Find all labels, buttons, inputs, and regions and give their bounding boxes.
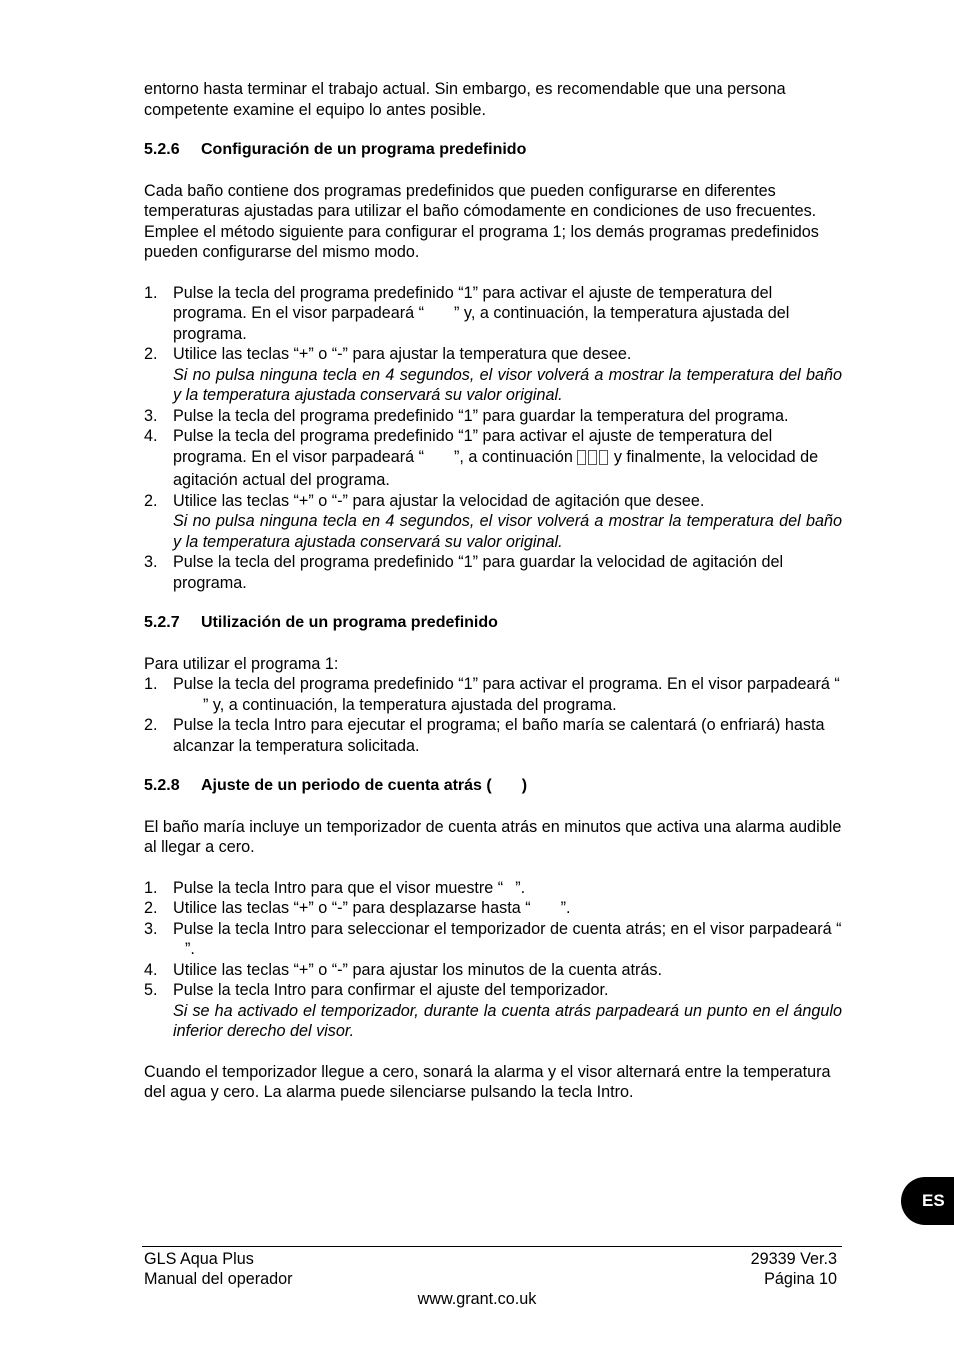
closing-paragraph: Cuando el temporizador llegue a cero, sonará la alarma y el visor alternará entre la temperatura del agua y cero. La alarma puede silenciarse pulsando la tecla Intro. [144, 1062, 831, 1101]
list-item: 1. Pulse la tecla del programa predefinido “1” para activar el programa. En el visor parpadeará “” y, a continuación, la temperatura ajustada del programa. [144, 675, 840, 714]
steps-list [144, 283, 842, 594]
list-item: 3. Pulse la tecla del programa predefinido “1” para guardar la velocidad de agitación del programa. [144, 553, 784, 592]
footer-website: www.grant.co.uk [417, 1290, 537, 1308]
document-body [144, 79, 842, 1103]
note-text: Si no pulsa ninguna tecla en 4 segundos, el visor volverá a mostrar la temperatura del baño y la temperatura ajustada conservará su valor original. [173, 512, 842, 551]
footer-manual: Manual del operador [144, 1270, 293, 1288]
steps-list [144, 878, 842, 1042]
section-heading-5-2-8: 5.2.8 Ajuste de un periodo de cuenta atrás ( ) [144, 777, 528, 794]
list-item: 2. Utilice las teclas “+” o “-” para desplazarse hasta “ ”. [144, 899, 571, 917]
list-item: 1. Pulse la tecla del programa predefinido “1” para activar el ajuste de temperatura del programa. En el visor parpadeará “ ” y, a continuación, la temperatura ajustada del programa. [144, 283, 790, 343]
list-item: 4. Pulse la tecla del programa predefinido “1” para activar el ajuste de temperatura del programa. En el visor parpadeará “ ”, a continuación y finalmente, la velocidad de agitación actual del programa. [144, 427, 819, 489]
list-item: 2. Pulse la tecla Intro para ejecutar el programa; el baño maría se calentará (o enfriará) hasta alcanzar la temperatura solicitada. [144, 716, 825, 755]
list-item: 2. Utilice las teclas “+” o “-” para ajustar la velocidad de agitación que desee. Si no pulsa ninguna tecla en 4 segundos, el visor volverá a mostrar la temperatura del baño y la temperatura ajustada conservará su valor original. [144, 491, 842, 551]
language-tab: ES [901, 1177, 954, 1225]
note-text: Si no pulsa ninguna tecla en 4 segundos, el visor volverá a mostrar la temperatura del baño y la temperatura ajustada conservará su valor original. [173, 365, 842, 404]
footer-divider [142, 1246, 842, 1247]
footer-doc-version: 29339 Ver.3 [750, 1250, 837, 1268]
section-paragraph: Cada baño contiene dos programas predefinidos que pueden configurarse en diferentes temperaturas ajustadas para utilizar el baño cómodamente en condiciones de uso frecuentes. Emplee el método siguiente para configurar el programa 1; los demás programas predefinidos pueden configurarse del mismo modo. [144, 181, 819, 261]
list-item: 5. Pulse la tecla Intro para confirmar el ajuste del temporizador. Si se ha activado el temporizador, durante la cuenta atrás parpadeará un punto en el ángulo inferior derecho del visor. [144, 981, 842, 1040]
list-item: 3. Pulse la tecla del programa predefinido “1” para guardar la temperatura del programa. [144, 406, 789, 425]
list-item: 4. Utilice las teclas “+” o “-” para ajustar los minutos de la cuenta atrás. [144, 960, 662, 979]
intro-paragraph: entorno hasta terminar el trabajo actual. Sin embargo, es recomendable que una persona competente examine el equipo lo antes posible. [144, 80, 786, 119]
list-item: 1. Pulse la tecla Intro para que el visor muestre “ ”. [144, 878, 526, 897]
section-heading-5-2-7: 5.2.7 Utilización de un programa predefinido [144, 614, 498, 631]
list-item: 2. Utilice las teclas “+” o “-” para ajustar la temperatura que desee. Si no pulsa ninguna tecla en 4 segundos, el visor volverá a mostrar la temperatura del baño y la temperatura ajustada conservará su valor original. [144, 345, 842, 404]
section-paragraph: Para utilizar el programa 1: [144, 654, 339, 673]
note-text: Si se ha activado el temporizador, durante la cuenta atrás parpadeará un punto en el ángulo inferior derecho del visor. [173, 1001, 842, 1040]
list-item: 3. Pulse la tecla Intro para seleccionar el temporizador de cuenta atrás; en el visor parpadeará “”. [144, 919, 842, 958]
section-paragraph: El baño maría incluye un temporizador de cuenta atrás en minutos que activa una alarma audible al llegar a cero. [144, 817, 842, 856]
steps-list [144, 674, 842, 756]
footer-product: GLS Aqua Plus [144, 1250, 254, 1268]
footer-page-number: Página 10 [764, 1270, 837, 1288]
segment-display-icon [577, 450, 610, 471]
section-heading-5-2-6: 5.2.6 Configuración de un programa predefinido [144, 141, 527, 158]
